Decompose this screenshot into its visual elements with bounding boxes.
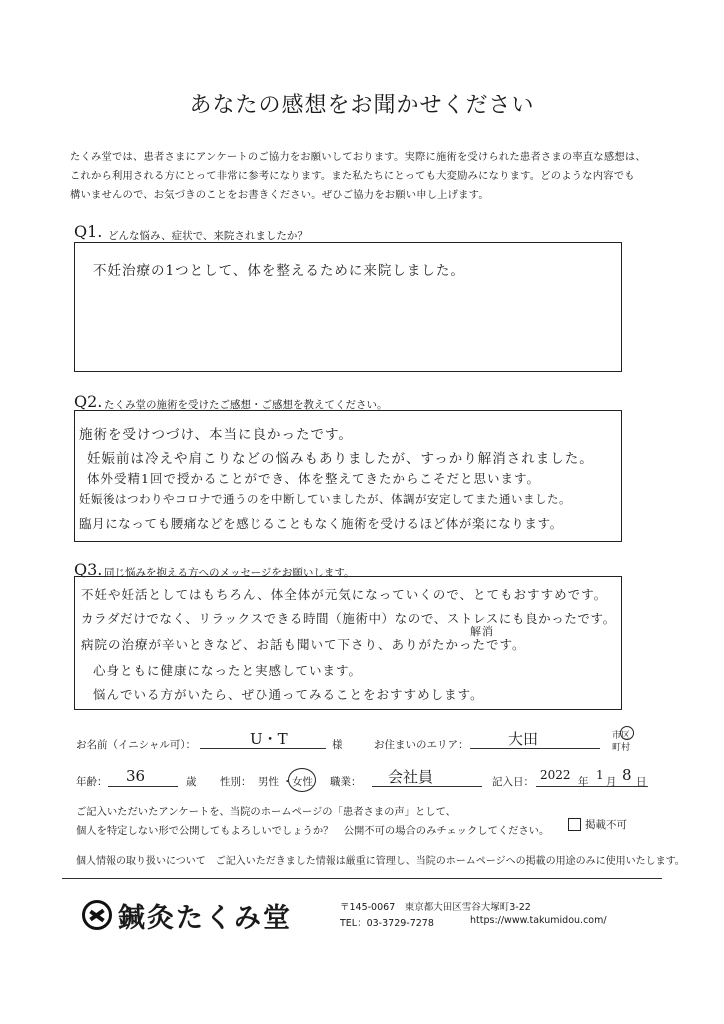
clinic-url[interactable]: https://www.takumidou.com/ — [470, 915, 607, 926]
date-day: 8 — [622, 766, 632, 784]
q1-answer-box — [74, 242, 622, 372]
q2-question: たくみ堂の施術を受けたご感想・ご感想を教えてください。 — [104, 399, 388, 411]
q2-answer-line: 妊娠前は冷えや肩こりなどの悩みもありましたが、すっかり解消されました。 — [87, 451, 594, 467]
area-suffix-city: 市区 — [612, 731, 631, 741]
job-value: 会社員 — [388, 768, 434, 786]
area-underline — [470, 748, 600, 749]
clinic-tel: TEL：03-3729-7278 — [340, 918, 434, 929]
year-unit: 年 — [578, 776, 589, 788]
q3-answer-line: 病院の治療が辛いときなど、お話も聞いて下さり、ありがたかったです。 — [81, 637, 526, 652]
age-underline — [108, 786, 178, 787]
area-selected-circle — [620, 726, 634, 740]
gender-female: 女性 — [292, 776, 313, 788]
name-value: U・T — [250, 730, 288, 748]
month-unit: 月 — [606, 776, 617, 788]
q3-answer-line: 悩んでいる方がいたら、ぜひ通ってみることをおすすめします。 — [93, 687, 484, 702]
q2-label: Q2. — [74, 392, 103, 411]
name-underline — [200, 748, 326, 749]
date-month: 1 — [596, 768, 604, 782]
no-publish-checkbox[interactable] — [568, 818, 581, 831]
q2-answer-line: 施術を受けつづけ、本当に良かったです。 — [79, 427, 353, 443]
no-publish-label: 掲載不可 — [585, 819, 627, 831]
q1-answer-line: 不妊治療の1つとして、体を整えるために来院しました。 — [93, 263, 465, 279]
date-label: 記入日： — [492, 776, 534, 788]
q2-answer-box — [74, 410, 622, 542]
intro-line: たくみ堂では、患者さまにアンケートのご協力をお願いしております。実際に施術を受けられた患者さまの率直な感想は、 — [70, 151, 646, 163]
intro-line: 構いませんので、お気づきのことをお書きください。ぜひご協力をお願い申し上げます。 — [70, 189, 489, 201]
q1-label: Q1. — [74, 222, 103, 241]
q2-answer-line: 妊娠後はつわりやコロナで通うのを中断していましたが、体調が安定してまた通いました。 — [79, 492, 571, 506]
clinic-logo-icon — [82, 900, 112, 930]
clinic-address: 〒145-0067 東京都大田区雪谷大塚町3-22 — [340, 902, 531, 913]
intro-line: これから利用される方にとって非常に参考になります。また私たちにとっても大変励みになります。どのような内容でも — [70, 170, 635, 182]
sama-label: 様 — [332, 739, 343, 751]
page-title: あなたの感想をお聞かせください — [189, 93, 535, 118]
q3-answer-line: 心身ともに健康になったと実感しています。 — [93, 663, 363, 678]
consent-line: 個人を特定しない形で公開してもよろしいでしょうか？ 公開不可の場合のみチェックしてください。 — [76, 825, 550, 837]
gender-label: 性別： — [220, 776, 252, 788]
q3-correction-note: 解消 — [470, 625, 494, 638]
q2-answer-line: 臨月になっても腰痛などを感じることもなく施術を受けるほど体が楽になります。 — [79, 516, 563, 531]
date-year: 2022 — [540, 768, 571, 782]
gender-selected-circle — [288, 768, 316, 792]
consent-line: ご記入いただいたアンケートを、当院のホームページの「患者さまの声」として、 — [76, 806, 456, 818]
clinic-name: 鍼灸たくみ堂 — [118, 903, 292, 934]
area-value: 大田 — [508, 730, 539, 748]
q3-question: 同じ悩みを抱える方へのメッセージをお願いします。 — [104, 567, 355, 579]
name-label: お名前（イニシャル可）： — [76, 739, 197, 751]
job-underline — [372, 786, 482, 787]
privacy-notice: 個人情報の取り扱いについて ご記入いただきました情報は厳重に管理し、当院のホームページへの掲載の用途のみに使用いたします。 — [76, 856, 685, 867]
day-unit: 日 — [636, 776, 647, 788]
q1-question: どんな悩み、症状で、来院されましたか？ — [108, 230, 308, 242]
q3-answer-box — [74, 576, 622, 710]
consent-text — [76, 803, 549, 841]
age-label: 年齢： — [76, 776, 108, 788]
q3-answer-line: カラダだけでなく、リラックスできる時間（施術中）なので、ストレスにも良かったです。 — [81, 611, 616, 626]
intro-text — [70, 148, 660, 205]
date-underline — [536, 786, 648, 787]
age-value: 36 — [126, 767, 146, 785]
area-suffix-town: 町村 — [612, 743, 631, 753]
q2-answer-line: 体外受精1回で授かることができ、体を整えてきたからこそだと思います。 — [87, 471, 540, 486]
q3-label: Q3. — [74, 560, 103, 579]
gender-male: 男性 — [258, 776, 279, 788]
footer-divider — [62, 878, 662, 879]
gender-separator: ・ — [282, 776, 293, 788]
area-label: お住まいのエリア： — [374, 739, 469, 751]
age-unit: 歳 — [186, 776, 197, 788]
job-label: 職業： — [330, 776, 362, 788]
q3-answer-line: 不妊や妊活としてはもちろん、体全体が元気になっていくので、とてもおすすめです。 — [81, 587, 608, 602]
